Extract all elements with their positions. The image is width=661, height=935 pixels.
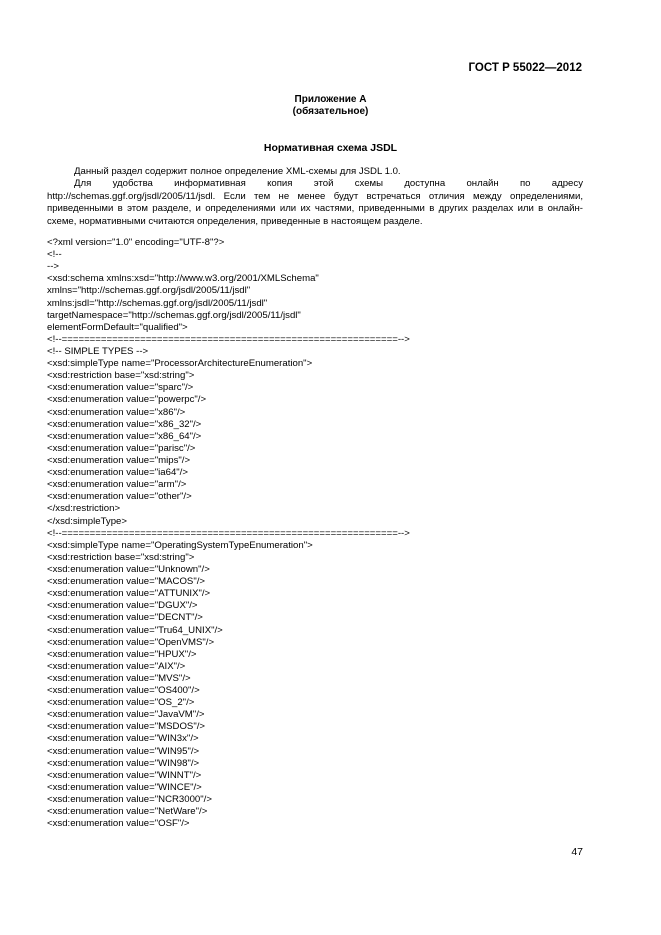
- code-line: <xsd:simpleType name="ProcessorArchitectureEnumeration">: [47, 358, 313, 370]
- code-line: <xsd:schema xmlns:xsd="http://www.w3.org/2001/XMLSchema": [47, 273, 319, 285]
- code-line: targetNamespace="http://schemas.ggf.org/jsdl/2005/11/jsdl": [47, 309, 301, 321]
- code-line: <!--============================================================-->: [47, 527, 410, 539]
- code-line: <xsd:enumeration value="ATTUNIX"/>: [47, 588, 211, 600]
- annex-status: (обязательное): [292, 106, 369, 117]
- code-line: <xsd:enumeration value="NCR3000"/>: [47, 794, 212, 806]
- code-line: <xsd:enumeration value="arm"/>: [47, 479, 187, 491]
- code-line: <xsd:simpleType name="OperatingSystemTypeEnumeration">: [47, 539, 313, 551]
- code-line: xmlns="http://schemas.ggf.org/jsdl/2005/11/jsdl": [47, 285, 251, 297]
- intro-paragraph: Для удобства информативная копия этой схемы доступна онлайн по адресу http://schemas.ggf.org/jsdl/2005/11/jsdl. Если тем не менее будут встречаться отличия между определениями, приведенными в этом разделе, и определениями или их частями, приведенными в других разделах или в онлайн-схеме, нормативными считаются определения, приведенные в настоящем разделе.: [47, 178, 583, 227]
- code-line: xmlns:jsdl="http://schemas.ggf.org/jsdl/2005/11/jsdl": [47, 297, 268, 309]
- code-line: <xsd:enumeration value="x86"/>: [47, 406, 186, 418]
- code-line: <xsd:enumeration value="MVS"/>: [47, 672, 191, 684]
- code-line: <!--============================================================-->: [47, 333, 410, 345]
- code-line: <xsd:enumeration value="WINCE"/>: [47, 781, 202, 793]
- code-line: <xsd:enumeration value="DECNT"/>: [47, 612, 203, 624]
- code-line: <xsd:enumeration value="x86_64"/>: [47, 430, 202, 442]
- code-line: <xsd:enumeration value="Tru64_UNIX"/>: [47, 624, 223, 636]
- page-number: 47: [571, 846, 583, 858]
- code-line: <?xml version="1.0" encoding="UTF-8"?>: [47, 237, 225, 248]
- code-line: <xsd:enumeration value="sparc"/>: [47, 382, 194, 394]
- code-line: <xsd:enumeration value="MACOS"/>: [47, 576, 205, 588]
- code-line: <xsd:enumeration value="parisc"/>: [47, 442, 196, 454]
- intro-paragraph: Данный раздел содержит полное определение XML-схемы для JSDL 1.0.: [74, 166, 401, 177]
- code-line: <xsd:enumeration value="DGUX"/>: [47, 600, 198, 612]
- code-line: <!-- SIMPLE TYPES -->: [47, 345, 149, 357]
- code-line: -->: [47, 261, 59, 273]
- code-line: <xsd:restriction base="xsd:string">: [47, 551, 195, 563]
- code-line: <xsd:enumeration value="OS_2"/>: [47, 697, 195, 709]
- section-title: Нормативная схема JSDL: [263, 142, 398, 154]
- code-line: <!--: [47, 249, 62, 261]
- code-line: <xsd:enumeration value="HPUX"/>: [47, 648, 197, 660]
- code-line: <xsd:enumeration value="mips"/>: [47, 454, 191, 466]
- code-line: <xsd:enumeration value="OSF"/>: [47, 818, 190, 830]
- code-line: <xsd:enumeration value="OS400"/>: [47, 685, 200, 697]
- code-line: <xsd:enumeration value="NetWare"/>: [47, 806, 208, 818]
- code-line: <xsd:enumeration value="WIN3x"/>: [47, 733, 199, 745]
- code-line: <xsd:enumeration value="Unknown"/>: [47, 563, 210, 575]
- code-line: <xsd:enumeration value="JavaVM"/>: [47, 709, 205, 721]
- code-line: <xsd:enumeration value="MSDOS"/>: [47, 721, 205, 733]
- code-line: <xsd:enumeration value="WIN95"/>: [47, 745, 200, 757]
- code-line: <xsd:enumeration value="ia64"/>: [47, 467, 188, 479]
- code-line: <xsd:enumeration value="WIN98"/>: [47, 757, 200, 769]
- code-line: <xsd:restriction base="xsd:string">: [47, 370, 195, 382]
- code-line: <xsd:enumeration value="WINNT"/>: [47, 769, 202, 781]
- code-line: <xsd:enumeration value="AIX"/>: [47, 660, 186, 672]
- standard-designation: ГОСТ Р 55022—2012: [468, 62, 582, 74]
- code-line: elementFormDefault="qualified">: [47, 321, 188, 333]
- intro-text: [47, 166, 583, 228]
- code-line: </xsd:simpleType>: [47, 515, 127, 527]
- annex-title: Приложение А: [294, 94, 367, 105]
- code-line: </xsd:restriction>: [47, 503, 121, 515]
- code-line: <xsd:enumeration value="powerpc"/>: [47, 394, 207, 406]
- code-line: <xsd:enumeration value="x86_32"/>: [47, 418, 202, 430]
- code-line: <xsd:enumeration value="other"/>: [47, 491, 192, 503]
- code-line: <xsd:enumeration value="OpenVMS"/>: [47, 636, 215, 648]
- schema-code-listing: [47, 237, 607, 830]
